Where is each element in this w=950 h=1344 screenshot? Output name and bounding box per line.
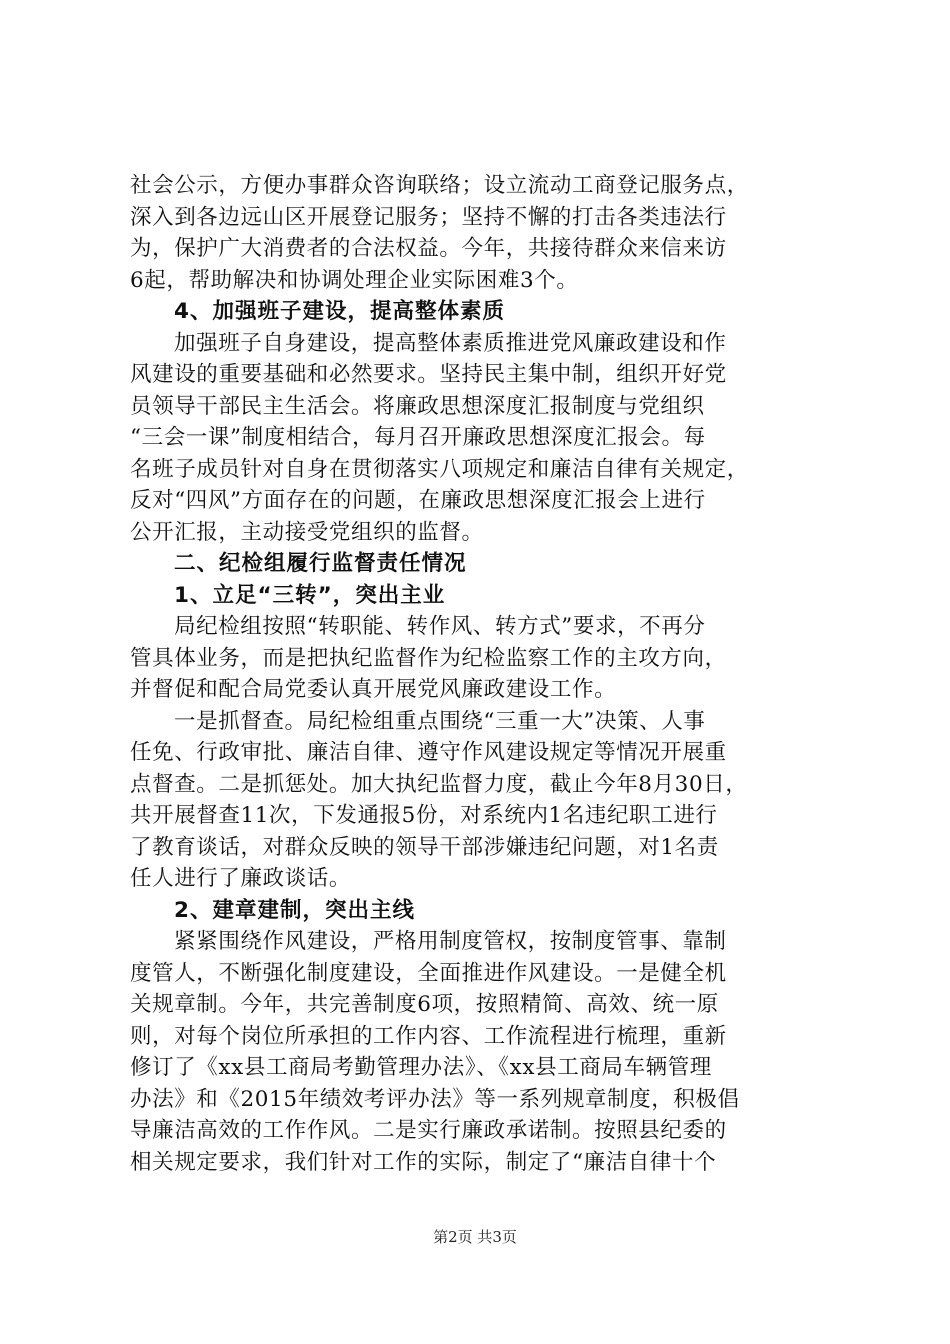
- paragraph-line: 名班子成员针对自身在贯彻落实八项规定和廉洁自律有关规定，: [130, 456, 749, 482]
- paragraph-line: 并督促和配合局党委认真开展党风廉政建设工作。: [130, 677, 617, 702]
- paragraph-line: 管具体业务，而是把执纪监督作为纪检监察工作的主攻方向，: [130, 645, 727, 671]
- paragraph-line: 导廉洁高效的工作作风。二是实行廉政承诺制。按照县纪委的: [130, 1118, 727, 1143]
- paragraph-line: 度管人，不断强化制度建设，全面推进作风建设。一是健全机: [130, 960, 727, 986]
- document-body: [130, 170, 830, 1178]
- paragraph-line: 修订了《xx县工商局考勤管理办法》、《xx县工商局车辆管理: [130, 1055, 712, 1080]
- page-number: 第2页 共3页: [433, 1228, 517, 1246]
- paragraph-line: 办法》和《2015年绩效考评办法》等一系列规章制度，积极倡: [130, 1086, 740, 1112]
- paragraph-line: 关规章制。今年，共完善制度6项，按照精简、高效、统一原: [130, 992, 719, 1017]
- paragraph-first-line: 加强班子自身建设，提高整体素质推进党风廉政建设和作: [174, 330, 727, 356]
- paragraph-line: 反对“四风”方面存在的问题，在廉政思想深度汇报会上进行: [130, 488, 706, 513]
- paragraph-line: 点督查。二是抓惩处。加大执纪监督力度，截止今年8月30日，: [130, 771, 748, 797]
- paragraph-line: 为，保护广大消费者的合法权益。今年，共接待群众来信来访: [130, 236, 727, 261]
- section-heading: 4、加强班子建设，提高整体素质: [174, 299, 505, 324]
- paragraph-line: 社会公示，方便办事群众咨询联络；设立流动工商登记服务点，: [130, 173, 749, 198]
- paragraph-line: 任人进行了廉政谈话。: [130, 866, 352, 891]
- paragraph-line: 风建设的重要基础和必然要求。坚持民主集中制，组织开好党: [130, 362, 727, 387]
- paragraph-line: 任免、行政审批、廉洁自律、遵守作风建设规定等情况开展重: [130, 740, 727, 765]
- paragraph-line: 相关规定要求，我们针对工作的实际，制定了“廉洁自律十个: [130, 1149, 717, 1175]
- paragraph-line: 共开展督查11次，下发通报5份，对系统内1名违纪职工进行: [130, 803, 718, 828]
- paragraph-line: 深入到各边远山区开展登记服务；坚持不懈的打击各类违法行: [130, 204, 727, 230]
- page-footer: [0, 1226, 950, 1247]
- paragraph-line: 则，对每个岗位所承担的工作内容、工作流程进行梳理，重新: [130, 1023, 727, 1049]
- paragraph-line: 员领导干部民主生活会。将廉政思想深度汇报制度与党组织: [130, 393, 705, 419]
- paragraph-line: 了教育谈话，对群众反映的领导干部涉嫌违纪问题，对1名责: [130, 834, 719, 860]
- section-heading: 1、立足“三转”，突出主业: [174, 582, 446, 608]
- paragraph-first-line: 局纪检组按照“转职能、转作风、转方式”要求，不再分: [174, 614, 706, 639]
- paragraph-line: 6起，帮助解决和协调处理企业实际困难3个。: [130, 267, 579, 293]
- paragraph-first-line: 一是抓督查。局纪检组重点围绕“三重一大”决策、人事: [174, 708, 706, 734]
- section-heading: 二、纪检组履行监督责任情况: [174, 551, 467, 576]
- paragraph-first-line: 紧紧围绕作风建设，严格用制度管权，按制度管事、靠制: [174, 929, 727, 954]
- paragraph-line: “三会一课”制度相结合，每月召开廉政思想深度汇报会。每: [130, 425, 706, 450]
- paragraph-line: 公开汇报，主动接受党组织的监督。: [130, 519, 484, 545]
- section-heading: 2、建章建制，突出主线: [174, 897, 415, 923]
